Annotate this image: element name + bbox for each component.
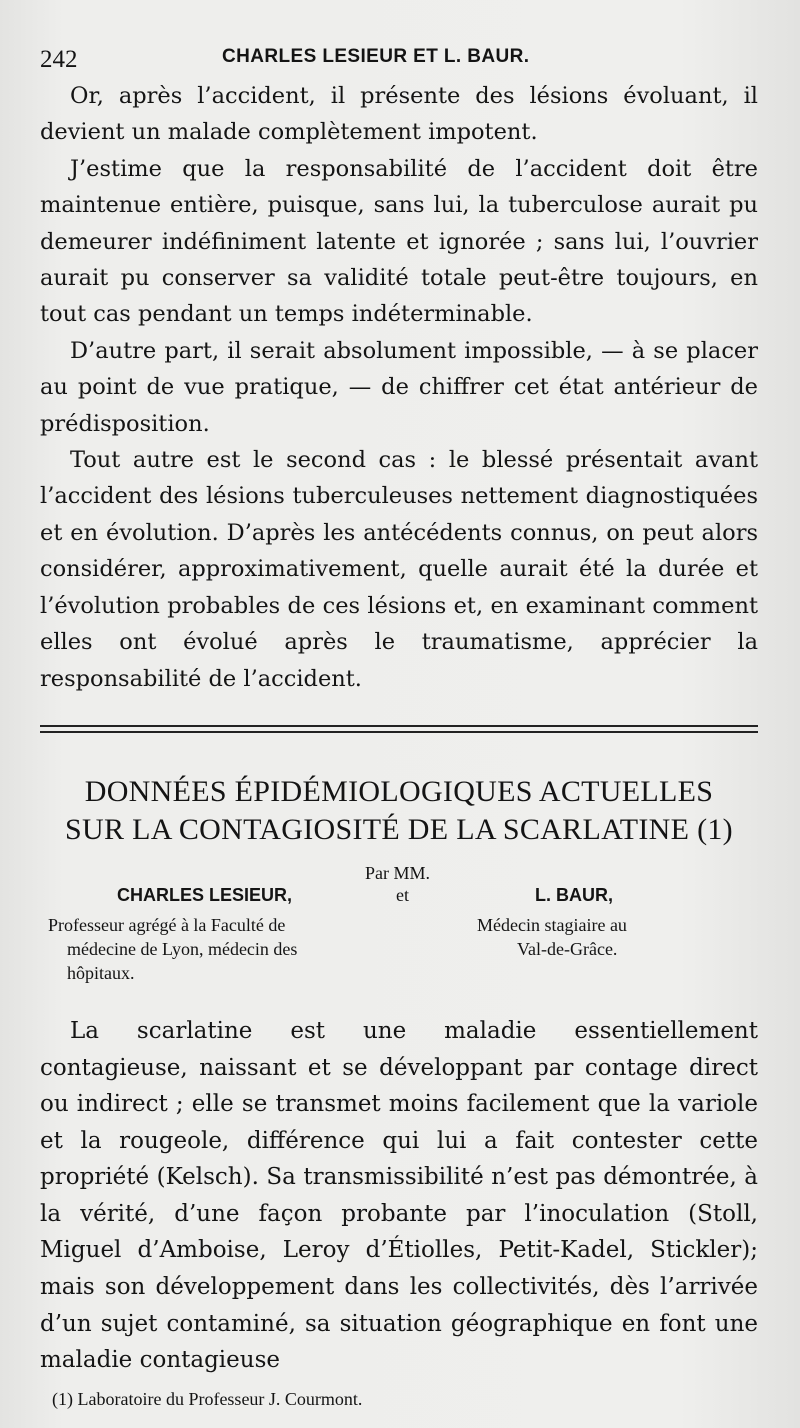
author-affiliation <box>48 913 428 985</box>
page-number: 242 <box>40 46 78 73</box>
article-body <box>40 1013 758 1379</box>
paragraph: Or, après l’accident, il présente des lésions évoluant, il devient un malade complètement impotent. <box>40 83 758 146</box>
paragraph: La scarlatine est une maladie essentiellement contagieuse, naissant et se développant par contage direct ou indirect ; elle se transmet moins facilement que la variole et la rougeole, différence qui lui a fait contester cette propriété (Kelsch). Sa transmissibilité n’est pas démontrée, à la vérité, d’une façon probante par l’inoculation (Stoll, Miguel d’Amboise, Leroy d’Étiolles, Petit-Kadel, Stickler); mais son développement dans les collectivités, dès l’arrivée d’un sujet contaminé, sa situation géographique en font une maladie contagieuse <box>40 1017 758 1374</box>
byline-intro: Par MM. <box>365 862 431 883</box>
author-name: CHARLES LESIEUR, <box>117 884 293 905</box>
affiliation-line: Professeur agrégé à la Faculté de <box>48 914 286 935</box>
article-title-line: DONNÉES ÉPIDÉMIOLOGIQUES ACTUELLES <box>84 774 714 808</box>
divider-rule <box>40 731 758 733</box>
paragraph: Tout autre est le second cas : le blessé présentait avant l’accident des lésions tuberculeuses nettement diagnostiquées et en évolution. D’après les antécédents connus, on peut alors considérer, approximativement, quelle aurait été la durée et l’évolution probables de ces lésions et, en examinant comment elles ont évolué après le traumatisme, apprécier la responsabilité de l’accident. <box>40 447 758 692</box>
author-affiliation <box>477 913 737 961</box>
footnote: (1) Laboratoire du Professeur J. Courmont. <box>52 1388 363 1409</box>
running-head-title: CHARLES LESIEUR ET L. BAUR. <box>222 46 530 67</box>
article-title-line: SUR LA CONTAGIOSITÉ DE LA SCARLATINE (1) <box>65 812 733 846</box>
affiliation-line: médecine de Lyon, médecin des <box>67 938 298 959</box>
article-title <box>40 773 758 849</box>
previous-article-text <box>40 78 758 697</box>
section-divider <box>40 725 758 733</box>
author-name: L. BAUR, <box>535 884 613 905</box>
affiliation-line: hôpitaux. <box>67 962 135 983</box>
affiliation-line: Val-de-Grâce. <box>517 938 618 959</box>
byline-conjunction: et <box>396 884 409 905</box>
running-head <box>40 38 758 78</box>
divider-rule <box>40 725 758 727</box>
affiliation-line: Médecin stagiaire au <box>477 914 627 935</box>
byline <box>40 863 758 993</box>
paragraph: D’autre part, il serait absolument impossible, — à se placer au point de vue pratique, — de chiffrer cet état antérieur de prédisposition. <box>40 337 758 437</box>
paragraph: J’estime que la responsabilité de l’accident doit être maintenue entière, puisque, sans lui, la tuberculose aurait pu demeurer indéfiniment latente et ignorée ; sans lui, l’ouvrier aurait pu conserver sa validité totale peut-être toujours, en tout cas pendant un temps indéterminable. <box>40 155 758 328</box>
